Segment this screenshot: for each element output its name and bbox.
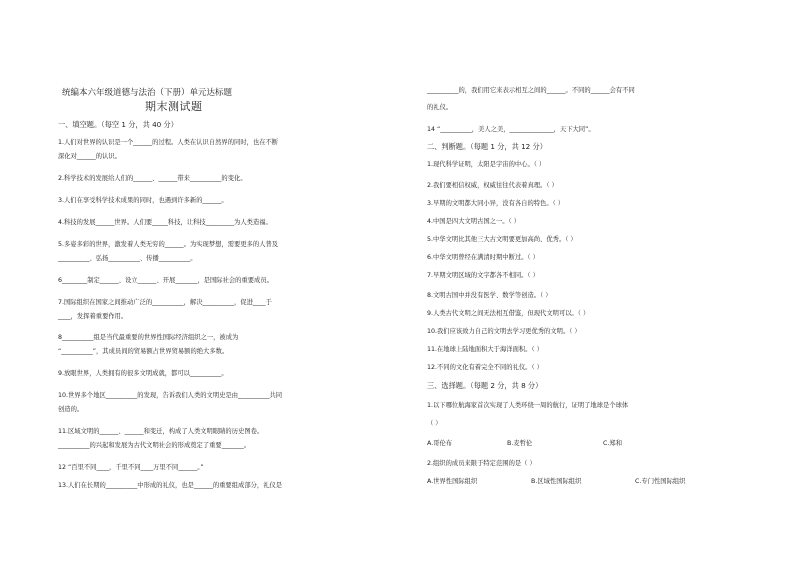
judge-item: 1.现代科学证明，太阳是宇宙的中心。（ ） (427, 161, 546, 168)
answer-blank: （ ） (427, 420, 442, 427)
question-line: 2.科学技术的发展给人们的______、______带来__________的变化。 (58, 175, 247, 182)
question-line: 深化对______的认识。 (58, 153, 121, 160)
judge-item: 4.中国是四大文明古国之一。（ ） (427, 218, 521, 225)
question-line: “__________”，其成员间的贸易额占世界贸易额的绝大多数。 (58, 348, 229, 355)
question-line: 3.人们在享受科学技术成果的同时，也遇到许多新的______。 (58, 197, 228, 204)
question-line: 6________制定______、设立______、开展_______，是国际社会的重要成员。 (58, 277, 273, 284)
judge-item: 8.文明古国中并没有医学、数学等创造。（ ） (427, 292, 552, 299)
section-heading-fill-blank: 一、填空题。（每空 1 分，共 40 分） (58, 120, 178, 129)
judge-item: 3.早期的文明都大同小异，没有各自的特色。（ ） (427, 200, 565, 207)
question-line: 7.国际组织在国家之间推动广泛的__________，解决__________，促进____于 (58, 299, 272, 306)
question-line: 12 “百里不同____，千里不同____万里不同______。” (58, 464, 204, 471)
page-title: 统编本六年级道德与法治（下册）单元达标题 (62, 88, 233, 98)
question-line: 10.世界多个地区__________的发现，告诉我们人类的文明史是由__________共同 (58, 392, 283, 399)
question-line: 5.多姿多彩的世界，激发着人类无穷的______。为实现梦想，需要更多的人普及 (58, 241, 279, 248)
judge-item: 7.早期文明区域的文字都各不相同。（ ） (427, 272, 539, 279)
left-column (58, 0, 376, 561)
choice-option: A.世界性国际组织 (427, 478, 478, 485)
question-line: 创造的。 (58, 406, 84, 413)
choice-question: 2.组织的成员来限于特定范围的是（ ） (427, 460, 536, 467)
question-line: 11.区域文明的______、______和变迁，构成了人类文明眼睛的历史图卷。 (58, 428, 264, 435)
question-line: __________的兴起和发展为古代文明社会的形成奠定了重要_______。 (58, 442, 251, 449)
question-line: 9.放眼世界，人类拥有的很多文明成就，都可以__________。 (58, 370, 228, 377)
judge-item: 9.人类古代文明之间无法相互借鉴，但现代文明可以。（ ） (427, 310, 590, 317)
judge-item: 10.我们应该致力自己的文明去学习更优秀的文明。（ ） (427, 328, 581, 335)
question-line: ____，发挥着重要作用。 (58, 313, 128, 320)
section-heading-true-false: 二、判断题。（每题 1 分，共 12 分） (427, 142, 547, 151)
choice-question: 1.以下哪位航海家首次实现了人类环绕一周的航行，证明了地球是个球体 (427, 402, 629, 409)
judge-item: 11.在地球上陆地面积大于海洋面积。（ ） (427, 346, 543, 353)
choice-option: B.麦哲伦 (507, 440, 533, 447)
question-line: 的礼仪。 (427, 104, 453, 111)
question-line: 1.人们对世界的认识是一个______的过程。人类在认识自然界的同时，也在不断 (58, 139, 279, 146)
choice-option: B.区域性国际组织 (531, 478, 582, 485)
choice-option: C.专门性国际组织 (635, 478, 686, 485)
right-column (427, 0, 745, 561)
question-line: __________的，我们用它来表示相互之间的______。不同的______会有不同 (427, 87, 635, 94)
question-line: 13.人们在长期的__________中形成的礼仪，也是______的重要组成部分，礼仪是 (58, 482, 283, 489)
question-line: __________、弘扬__________、传播__________。 (58, 255, 197, 262)
choice-option: A.哥伦布 (427, 440, 453, 447)
judge-item: 6.中华文明曾经在满清时期中断过。（ ） (427, 254, 539, 261)
question-line: 4.科技的发展______世界。人们要_____科技，让科技_________为人类造福。 (58, 219, 272, 226)
judge-item: 2.我们要相信权威，权威往往代表着真理。（ ） (427, 182, 558, 189)
section-heading-multiple-choice: 三、选择题。（每题 2 分，共 8 分） (427, 381, 543, 390)
question-line: 14 “__________，美人之美，______________，天下大同”。 (427, 126, 595, 133)
question-line: 8__________组是当代最重要的世界性国际经济组织之一，被成为 (58, 334, 239, 341)
choice-option: C.郑和 (603, 440, 622, 447)
judge-item: 5.中华文明比其他三大古文明要更加高尚、优秀。（ ） (427, 236, 577, 243)
judge-item: 12.不同的文化有着完全不同的礼仪。（ ） (427, 364, 543, 371)
page-subtitle: 期末测试题 (145, 100, 203, 113)
